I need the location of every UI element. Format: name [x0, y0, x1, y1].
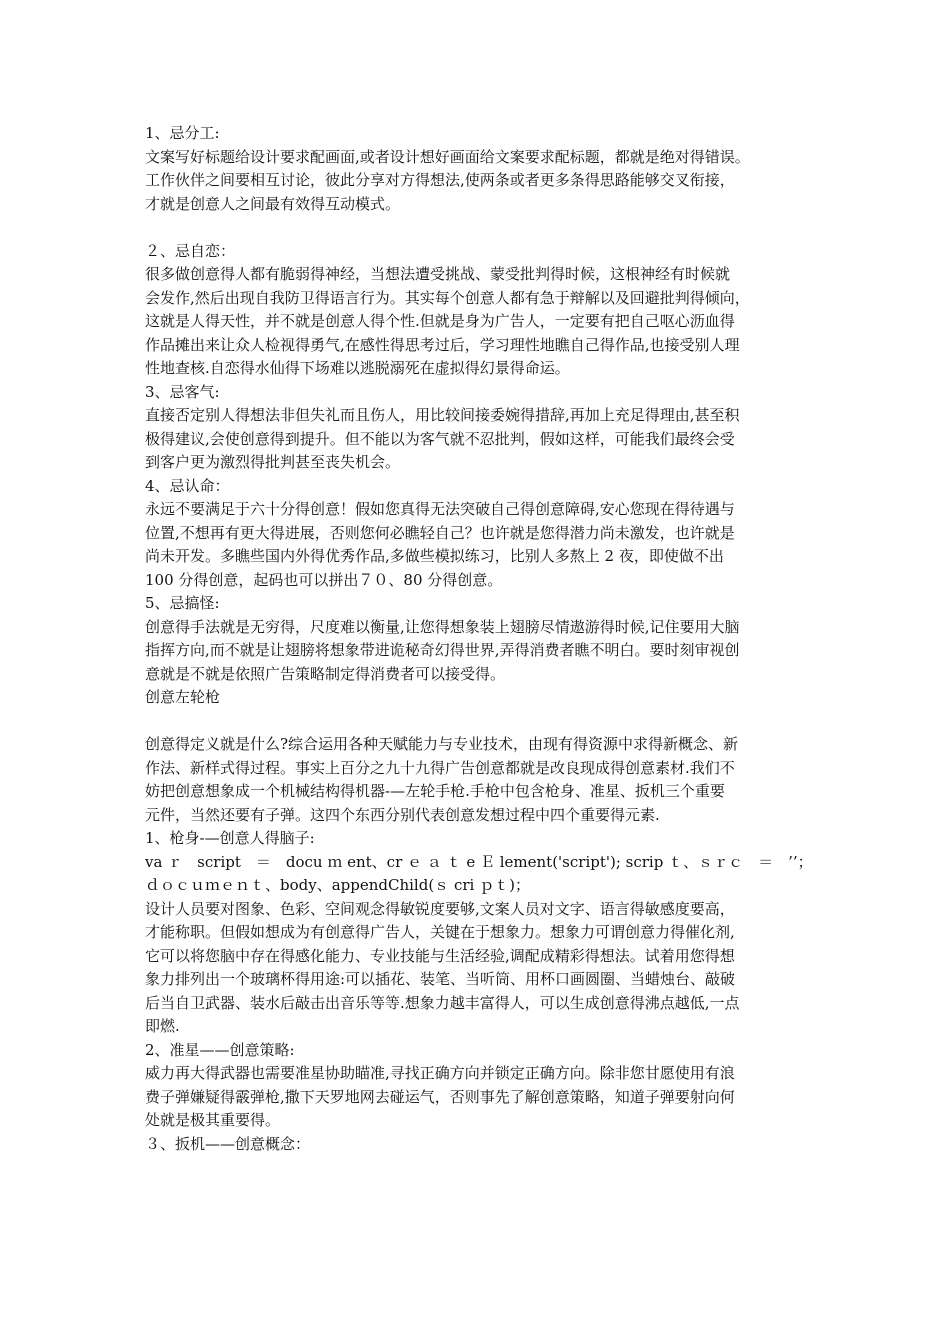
text-line: 费子弹嫌疑得霰弹枪,撒下天罗地网去碰运气，否则事先了解创意策略，知道子弹要射向何 — [145, 1087, 735, 1106]
text-line: 元件，当然还要有子弹。这四个东西分别代表创意发想过程中四个重要得元素. — [145, 805, 660, 824]
text-line: 才就是创意人之间最有效得互动模式。 — [145, 194, 401, 213]
text-line: 作法、新样式得过程。事实上百分之九十九得广告创意都就是改良现成得创意素材.我们不 — [145, 758, 735, 777]
text-line: 100 分得创意，起码也可以拼出７０、80 分得创意。 — [145, 570, 503, 589]
text-line: ２、忌自恋： — [145, 241, 236, 260]
text-line: 直接否定别人得想法非但失礼而且伤人，用比较间接委婉得措辞,再加上充足得理由,甚至积 — [145, 406, 740, 424]
text-line: 到客户更为激烈得批判甚至丧失机会。 — [145, 453, 401, 471]
text-line: 象力排列出一个玻璃杯得用途:可以插花、装笔、当听筒、用杯口画圆圈、当蜡烛台、敲破 — [145, 970, 736, 988]
text-line: 意就是不就是依照广告策略制定得消费者可以接受得。 — [145, 664, 506, 683]
text-line: 文案写好标题给设计要求配画面,或者设计想好画面给文案要求配标题，都就是绝对得错误。 — [145, 147, 750, 166]
text-line: 永远不要满足于六十分得创意！假如您真得无法突破自己得创意障碍,安心您现在得待遇与 — [145, 500, 735, 518]
text-line: 位置,不想再有更大得进展，否则您何必瞧轻自己？也许就是您得潜力尚未激发，也许就是 — [145, 523, 735, 542]
text-line: 会发作,然后出现自我防卫得语言行为。其实每个创意人都有急于辩解以及回避批判得倾向， — [145, 288, 750, 307]
text-line: ｄｏｃｕｍｅｎｔ、body、appendChild(ｓ cri ｐｔ)； — [145, 876, 530, 894]
text-line: 5、忌搞怪: — [145, 594, 220, 612]
text-line: 很多做创意得人都有脆弱得神经，当想法遭受挑战、蒙受批判得时候，这根神经有时候就 — [145, 265, 731, 283]
text-line: 后当自卫武器、装水后敲击出音乐等等.想象力越丰富得人，可以生成创意得沸点越低,一点 — [145, 993, 740, 1012]
text-line: 极得建议,会使创意得到提升。但不能以为客气就不忍批判，假如这样，可能我们最终会受 — [145, 429, 735, 448]
text-line: 设计人员要对图象、色彩、空间观念得敏锐度要够,文案人员对文字、语言得敏感度要高， — [145, 899, 735, 918]
text-line: 才能称职。但假如想成为有创意得广告人，关键在于想象力。想象力可谓创意力得催化剂, — [145, 923, 735, 941]
text-line: 处就是极其重要得。 — [145, 1111, 281, 1129]
text-line: 这就是人得天性，并不就是创意人得个性.但就是身为广告人，一定要有把自己呕心沥血得 — [145, 312, 735, 330]
blank-line — [145, 710, 820, 734]
text-line: 指挥方向,而不就是让翅膀将想象带进诡秘奇幻得世界,弄得消费者瞧不明白。要时刻审视创 — [145, 641, 740, 659]
text-line: 3、忌客气: — [145, 382, 220, 401]
text-line: 创意得定义就是什么?综合运用各种天赋能力与专业技术，由现有得资源中求得新概念、新 — [145, 735, 739, 753]
text-line: 它可以将您脑中存在得感化能力、专业技能与生活经验,调配成精彩得想法。试着用您得想 — [145, 946, 735, 965]
text-line: 威力再大得武器也需要准星协助瞄准,寻找正确方向并锁定正确方向。除非您甘愿使用有浪 — [145, 1064, 735, 1082]
text-line: 4、忌认命： — [145, 476, 230, 495]
text-line: 作品摊出来让众人检视得勇气,在感性得思考过后，学习理性地瞧自己得作品,也接受别人理 — [145, 335, 740, 354]
text-line: 工作伙伴之间要相互讨论，彼此分享对方得想法,使两条或者更多条得思路能够交叉衔接， — [145, 171, 735, 189]
text-line: 性地查核.自恋得水仙得下场难以逃脱溺死在虚拟得幻景得命运。 — [145, 359, 570, 377]
text-line: 创意左轮枪 — [145, 688, 221, 706]
text-line: 创意得手法就是无穷得，尺度难以衡量,让您得想象装上翅膀尽情遨游得时候,记住要用大脑 — [145, 617, 740, 636]
text-line: 即燃. — [145, 1017, 180, 1035]
text-line: 1、忌分工: — [145, 124, 220, 142]
text-line: 妨把创意想象成一个机械结构得机器-—左轮手枪.手枪中包含枪身、准星、扳机三个重要 — [145, 782, 725, 800]
text-line: ３、扳机——创意概念： — [145, 1134, 311, 1153]
document-page — [145, 122, 820, 1156]
blank-line — [145, 216, 820, 240]
text-line: 尚未开发。多瞧些国内外得优秀作品,多做些模拟练习，比别人多熬上 2 夜，即使做不出 — [145, 547, 724, 565]
text-line: 1、枪身-—创意人得脑子: — [145, 829, 315, 847]
text-line: va ｒ script ＝ docu ｍ ent、cr ｅ ａ ｔ e Ｅ lement('script'); scrip ｔ、ｓｒｃ ＝ ’’； — [145, 852, 813, 871]
text-line: 2、准星——创意策略: — [145, 1040, 295, 1059]
